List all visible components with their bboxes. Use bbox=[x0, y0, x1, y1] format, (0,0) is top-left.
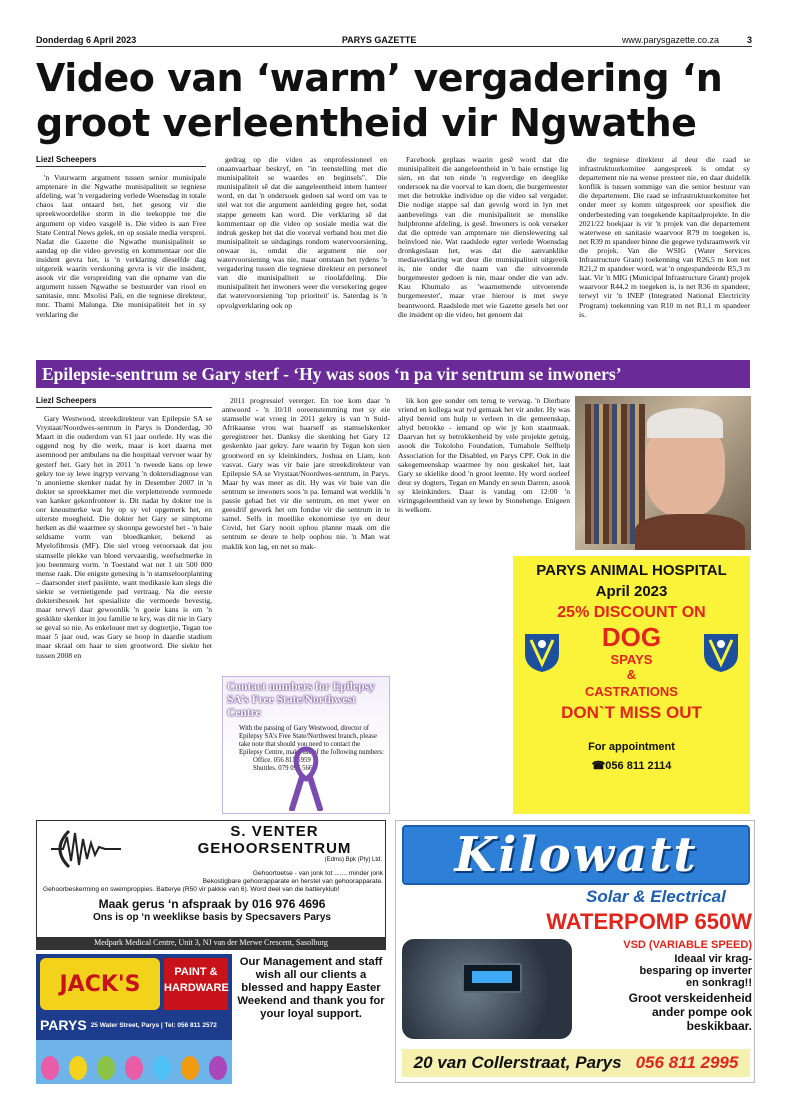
animal-ad-phone[interactable]: ☎056 811 2114 bbox=[591, 760, 672, 772]
paper-name: PARYS GAZETTE bbox=[341, 34, 417, 45]
venter-name: S. VENTER bbox=[230, 823, 319, 840]
article1-col2 bbox=[217, 155, 387, 355]
kilowatt-text4: Groot verskeidenheid bbox=[628, 991, 752, 1005]
venter-weekly: Ons is op ‘n weeklikse basis by Specsavers Parys bbox=[93, 912, 331, 923]
article1-headline bbox=[36, 56, 756, 146]
contact-title-line2: SA’s Free State/Northwest Centre bbox=[227, 694, 356, 719]
epilepsy-contact-box bbox=[222, 676, 390, 814]
article2-col1-text: Gary Westwood, streekdirekteur van Epilepsie SA se Vrystaat/Noordwes-sentrum in Parys is Donderdag, 30 Maart in die ouderdom van 61 jaar oorlede. Hy was die oggend nog by die werk, maar is kort daarna met asemnood per ambulans na die hospitaal vervoer waar hy gesterf het. Gary het in 2011 'n tweede kans op lewe gekry toe sy lewe ingryp vervang 'n doktersdiagnose van 'n anonieme skenker nadat hy in Desember 2007 in 'n dokter se spreekkamer met die verpletterende vermoede van kanker gekonfronteer is. Dit nadat hy dokter toe is oor kneusmerke wat hy op sy vel opgemerk het, en uiterste moegheid. Die dokter het Gary se simptome herken as dié waarmee sy skoonpa geworstel het - 'n baie seldsame vorm van bloedkanker, bekend as Myelofibrosis (MF). Die siel vroeg veroorsaak dat jou stamselle plekke van bloed vervaardig, weefselmerke in jou beenmurg vorm. 'n Toestand wat net 1 uit 500 000 mense raak. Die enigste genesing is 'n stamseloorplanting – daarsonder sterf pasiënte, want medikasie kan slegs die siekte se vernietigende pad vertraag. Na die eerste doktersbesoek het spesialiste die vermoede bevestig, maar terwyl daar gewoonlik 'n goeie kans is om 'n geskikte skenker in jou familie te kry, was dit nie in Gary se geval so nie. As enkelouer met sy dogtertjie, Tegan toe maar 5 jaar oud, was Gary se hoop in daardie stadium maar skraal om haar te sien grootword. Die siekte het tussen 2008 en bbox=[36, 414, 212, 660]
vet-shield-icon-left bbox=[523, 630, 561, 674]
venter-address: Medpark Medical Centre, Unit 3, NJ van der Merwe Crescent, Sasolburg bbox=[37, 937, 385, 949]
animal-ad-appointment: For appointment bbox=[588, 741, 675, 753]
venter-line1: Gehoortoetse - van jonk tot ....... minder jonk bbox=[252, 870, 383, 877]
venter-appointment[interactable]: Maak gerus ‘n afspraak by 016 976 4696 bbox=[98, 897, 326, 911]
article2-banner: Epilepsie-sentrum se Gary sterf - ‘Hy was soos ‘n pa vir sentrum se inwoners’ bbox=[36, 360, 750, 388]
kilowatt-text6: beskikbaar. bbox=[686, 1019, 752, 1033]
vet-shield-icon-right bbox=[702, 630, 740, 674]
soundwave-logo-icon bbox=[45, 825, 125, 873]
animal-ad-amp: & bbox=[626, 667, 637, 682]
article1-col3-text: Facebook geplaas waarin gesê word dat die munisipaliteit die aangeleentheid in 'n baie ernstige lig sien, en dat ten einde 'n regverdige en deeglike ondersoek na die voorval te kan doen, die burgemeester met die betrokke individue op die video sal vergader. Die nodige stappe sal dan gevolg word in lyn met aanbevelings van die munisipaliteit se menslike hulpbronne afdeling, is gesê. Inwoners is ook verseker dat die optrede van amptenare nie dienslewering sal beïnvloed nie. Wat raadslede egter verlede Woensdag dronkgeslaan het, was dat die aanvanklike mediaverklaring wat deur die munisipaliteit uitgereik is, nie onder die naam van die uitvoerende burgemeester gedoen is nie, maar onder die van adv. Kau Khumalo as 'waarnemende uitvoerende burgemeester', maar vrae hieroor is met swye beantwoord. Raadslede met wie Gazette gesels het oor die insident op die video, het genoem dat bbox=[398, 155, 568, 319]
headline-line2: groot verleentheid vir Ngwathe bbox=[36, 101, 697, 145]
kilowatt-product: WATERPOMP 650W bbox=[546, 909, 752, 934]
kilowatt-vsd: VSD (VARIABLE SPEED) bbox=[623, 939, 752, 951]
kilowatt-text1: Ideaal vir krag- bbox=[674, 953, 752, 965]
animal-ad-title: PARYS ANIMAL HOSPITAL bbox=[536, 562, 727, 579]
page-number: 3 bbox=[746, 34, 752, 45]
easter-message: Our Management and staff wish all our clients a blessed and happy Easter Weekend and thank you for your loyal support. bbox=[237, 956, 385, 1020]
animal-ad-spays: SPAYS bbox=[610, 652, 653, 667]
animal-hospital-ad[interactable] bbox=[513, 556, 750, 814]
jacks-hardware-ad[interactable] bbox=[36, 954, 232, 1084]
kilowatt-address: 20 van Collerstraat, Parys bbox=[413, 1053, 622, 1072]
kilowatt-tagline: Solar & Electrical bbox=[586, 887, 726, 906]
animal-ad-dont-miss: DON`T MISS OUT bbox=[561, 703, 702, 722]
article1-col1-text: 'n Vuurwarm argument tussen senior munisipale amptenare in die Ngwathe munisipaliteit se tegniese afdeling, wat 'n vergadering verlede Woensdag in totale chaos laat ontaard het, het gesorg vir die spreekwoordelike storm in die teekoppie toe die argument op video vasgelê is. Die video is aan Free State Central News gelek, en op sosiale media versprei. Nadat die Gazette die Ngwathe munisipaliteit se aandag op die video gevestig en kommentaar oor die insident gevra het, is 'n verklaring dieselfde dag uitgereik waarin verskoning gevra is vir die insident, asook vir die verspreiding van die opname van die argument tussen Ngwathe se bestuurder van riool en sanitasie, mnr. Mxolisi Pali, en die tegniese direkteur, mnr. Thami Malunga. Die munisipaliteit het in sy verklaring die bbox=[36, 173, 206, 319]
venter-line3: Gehoorbeskerming en swemproppies. Batterye (R50 vir pakkie van 6). Word deel van die batteryklub! bbox=[43, 886, 340, 893]
gary-photo bbox=[575, 396, 751, 550]
article1-col4 bbox=[579, 155, 750, 355]
article2-col2-text: 2011 progressief vererger. En toe kom daar 'n antwoord - 'n 10/10 ooreenstemming met sy eie stamselle wat vroeg in 2011 gekry is van 'n Suid-Afrikaanse vrou wat haarself as stamselskenker geregistreer het. Danksy die skenking het Gary 12 geskenkte jaar gekry. Jare waarin hy Tegan kon sien grootword en sy kleinkinders, Joshua en Liam, kon vasvat. Gary was vir baie jare streekdirekteur van Epilepsie SA se Vrystaat/Noordwes-sentrum, in Parys. Maar hy was meer as dit. Hy was vir baie van die sentrum se inwoners soos 'n pa. Iemand wat werklik 'n passie gehad het vir die sentrum, en met ywer en geesdrif gewerk het om fondse vir die sentrum in te samel. Selfs in moeilike ekonomiese tye en deur Covid, het Gary nooit ophou planne maak om die sentrum se deure te help oophou nie. 'n Man wat maklik kon lag, en net so mak- bbox=[222, 396, 390, 551]
animal-ad-discount: 25% DISCOUNT ON bbox=[557, 604, 706, 621]
kilowatt-brand: Kilowatt bbox=[402, 825, 750, 885]
contact-body: With the passing of Gary Westwood, director of Epilepsy SA's Free State/Northwest branch, please take note that should you need to contact the Epilepsy Centre, make use of the following numbers: bbox=[239, 725, 384, 756]
venter-hearing-ad[interactable] bbox=[36, 820, 386, 950]
article1-col2-text: gedrag op die video as onprofessioneel en onaanvaarbaar beskryf, en "in teenstelling met die munisipaliteit se waardes en beginsels". Die munisipaliteit sê dat die aangeleentheid intern hanteer word, en dat 'n ondersoek gedoen sal word om vas te stel wat tot die argument aanleiding gegee het, sodat stappe geneem kan word. Die verklaring sê dat kommentaar op die video op sosiale media wat die indruk geskep het dat die voorval verband hou met die munisipaliteit se uitdagings rondom watervoorsiening, onwaar is, omdat die argument nie oor watervoorsiening was nie, maar ontstaan het tydens 'n vergadering tussen die tegniese direkteur en personeel van die munisipaliteit se rioolafdeling. Die munisipaliteit het inwoners weer die versekering gegee dat watervoorsiening 'top prioriteit' is. Saterdag is 'n opvolgverklaring ook op bbox=[217, 155, 387, 310]
animal-ad-castrations: CASTRATIONS bbox=[585, 684, 678, 699]
jacks-name: JACK'S bbox=[40, 958, 160, 1010]
contact-title-line1: Contact numbers for Epilepsy bbox=[227, 681, 375, 693]
issue-date: Donderdag 6 April 2023 bbox=[36, 34, 137, 45]
article1-byline: Liezl Scheepers bbox=[36, 155, 206, 167]
jacks-parys: PARYS bbox=[40, 1017, 87, 1033]
jacks-hardware: HARDWARE bbox=[164, 982, 229, 994]
article1-col1 bbox=[36, 155, 206, 355]
article2-col3-top bbox=[398, 396, 570, 550]
article2-byline: Liezl Scheepers bbox=[36, 396, 212, 408]
page-header bbox=[36, 33, 752, 47]
animal-ad-dog: DOG bbox=[601, 622, 662, 652]
article2-col3-text: lik kon gee sonder om terug te verwag. 'n Dierbare vriend en kollega wat tyd gemaak het vir ander. Hy was altyd bereid om hulp te verleen in die gemeenskap, altyd betrokke - iemand op wie jy kon staatmaak. Daarvan het sy betrokkenheid by vele projekte getuig, asook die Tokoloho Foundation, Tumahole Selfhelp Association for the Disabled, en Parys CPF. Ook in die sakegemeenskap waarmee hy nou geskakel het, laat Gary se skielike dood 'n groot leemte. Hy word oorleef deur sy dogters, Tegan en Mandy en seun Darren, asook sy kleinkinders. Daar is vandag om 12:00 'n viringsgeleentheid van sy lewe by Stonehenge. Enigeen is welkom. bbox=[398, 396, 570, 515]
venter-subtitle: GEHOORSENTRUM bbox=[197, 840, 352, 857]
kilowatt-phone[interactable]: 056 811 2995 bbox=[635, 1053, 739, 1072]
contact-office: Office. 056 811 5959 bbox=[253, 757, 311, 764]
headline-line1: Video van ‘warm’ vergadering ‘n bbox=[36, 56, 723, 100]
contact-shuttles: Shuttles. 079 096 5667 bbox=[253, 765, 316, 772]
article2-col2 bbox=[222, 396, 390, 672]
kilowatt-text5: ander pompe ook bbox=[651, 1005, 752, 1019]
venter-line2: Bekostigbare gehoorapparate en herstel van gehoorapparate. bbox=[202, 878, 383, 885]
jacks-paint: PAINT & bbox=[174, 966, 218, 978]
venter-entity: (Edms) Bpk (Pty) Ltd. bbox=[324, 857, 382, 863]
jacks-address: 25 Water Street, Parys | Tel: 056 811 2572 bbox=[90, 1021, 217, 1029]
kilowatt-text2: besparing op inverter bbox=[639, 965, 752, 977]
kilowatt-ad[interactable] bbox=[395, 820, 755, 1083]
article2-col1 bbox=[36, 396, 212, 814]
awareness-ribbon-icon bbox=[289, 745, 323, 811]
water-pump-image bbox=[402, 939, 572, 1039]
kilowatt-text3: en sonkrag!! bbox=[685, 977, 752, 989]
easter-eggs-image bbox=[36, 1040, 232, 1084]
article1-col3 bbox=[398, 155, 568, 355]
paper-url[interactable]: www.parysgazette.co.za bbox=[621, 34, 719, 45]
article1-col4-text: die tegniese direkteur al deur die raad se infrastruktuurkomitee aangespreek is omdat sy departement nie na wense presteer nie, en daar duidelik konflik is tussen sommige van die senior bestuur van die departement. Die raad se infrastruktuurkomitee het onder meer sy komm uitgespreek oor spesifiek die onderbesteding van toegekende kapitaalprojekte. In die 2021/22 boekjaar is vir 'n projek van die departement waterwese en sanitasie waarvoor R79 m toegeken is, net R39 m spandeer binne die gegewe tydsraamwerk vir die projek. Van die WSIG (Water Services Infrastructure Grant) toekenning van R26,5 m kon net R21,2 m spandeer word, wat 'n ongespandeerde R5,3 m laat. Vir 'n MIG (Municipal Infrastructure Grant) projek waarvoor R44,2 m toegeken is, is net R36 m spandeer, terwyl vir 'n INEP (Integrated National Electricity Program) toekenning van R10 m net R1,1 m spandeer is. bbox=[579, 155, 750, 319]
animal-ad-date: April 2023 bbox=[595, 583, 668, 600]
